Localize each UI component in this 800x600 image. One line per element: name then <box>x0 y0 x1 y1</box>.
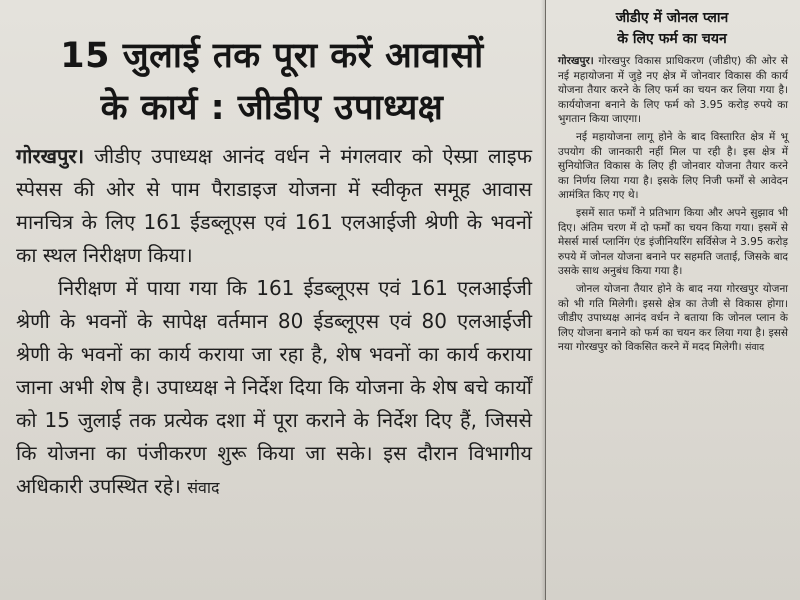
main-paragraph-1-text: जीडीए उपाध्यक्ष आनंद वर्धन ने मंगलवार को ऐस्प्रा लाइफ स्पेसस की ओर से पाम पैराडाइज योजना में स्वीकृत समूह आवास मानचित्र के लिए 161 ईडब्लूएस एवं 161 एलआईजी श्रेणी के भवनों का स्थल निरीक्षण किया। <box>16 144 532 267</box>
side-paragraph-1-text: गोरखपुर विकास प्राधिकरण (जीडीए) की ओर से नई महायोजना में जुड़े नए क्षेत्र में जोनवार विकास की कार्य योजना तैयार करने के लिए फर्म का चयन कर लिया गया है। कार्ययोजना बनाने के लिए फर्म को 3.95 करोड़ रुपये का भुगतान किया जाएगा। <box>558 55 788 126</box>
side-paragraph-1 <box>558 54 788 127</box>
side-headline-line1: जीडीए में जोनल प्लान <box>615 10 729 26</box>
main-headline-line1: 15 जुलाई तक पूरा करें आवासों <box>60 36 484 76</box>
main-dateline: गोरखपुर। <box>16 144 85 168</box>
main-paragraph-2 <box>16 272 532 504</box>
main-article-body <box>0 134 540 504</box>
side-paragraph-2: नई महायोजना लागू होने के बाद विस्तारित क्षेत्र में भू उपयोग की जानकारी नहीं मिल पा रही है। इस क्षेत्र में सुनियोजित विकास के लिए ही जोनवार योजना तैयार करने का निर्णय लिया गया है। इसके लिए निजी फर्मों से आवेदन आमंत्रित किए गए थे। <box>558 130 788 202</box>
main-paragraph-1 <box>16 140 532 272</box>
side-headline-line2: के लिए फर्म का चयन <box>617 31 727 47</box>
side-paragraph-3: इसमें सात फर्मों ने प्रतिभाग किया और अपने सुझाव भी दिए। अंतिम चरण में दो फर्मों का चयन किया गया। इसमें से मेसर्स मार्स प्लानिंग एंड इंजीनियरिंग सर्विसेज ने 3.95 करोड़ रुपये में जोनल योजना बनाने पर सहमति जताई, जिसके बाद उसके साथ अनुबंध किया गया है। <box>558 206 788 278</box>
side-article-body <box>552 50 792 356</box>
main-headline <box>0 0 540 134</box>
side-paragraph-4-text: जोनल योजना तैयार होने के बाद नया गोरखपुर योजना को भी गति मिलेगी। इससे क्षेत्र का तेजी से विकास होगा। जीडीए उपाध्यक्ष आनंद वर्धन ने बताया कि जोनल प्लान के लिए योजना बनाने को फर्म का चयन कर लिया गया है। इससे नया गोरखपुर को विकसित करने में मदद मिलेगी। <box>558 282 788 354</box>
side-byline: संवाद <box>744 342 765 354</box>
side-article <box>552 0 792 600</box>
side-dateline: गोरखपुर। <box>558 55 594 67</box>
column-divider <box>545 0 546 600</box>
main-byline: संवाद <box>187 478 220 497</box>
side-headline <box>552 0 792 50</box>
side-paragraph-4 <box>558 282 788 356</box>
main-paragraph-2-text: निरीक्षण में पाया गया कि 161 ईडब्लूएस एवं 161 एलआईजी श्रेणी के भवनों के सापेक्ष वर्तमान 80 ईडब्लूएस एवं 80 एलआईजी श्रेणी के भवनों का कार्य कराया जा रहा है, शेष भवनों का कार्य कराया जाना अभी शेष है। उपाध्यक्ष ने निर्देश दिया कि योजना के शेष बचे कार्यों को 15 जुलाई तक प्रत्येक दशा में पूरा कराने के निर्देश दिए हैं, जिससे कि योजना का पंजीकरण शुरू किया जा सके। इस दौरान विभागीय अधिकारी उपस्थित रहे। <box>16 276 532 498</box>
main-headline-line2: के कार्य : जीडीए उपाध्यक्ष <box>100 88 444 128</box>
